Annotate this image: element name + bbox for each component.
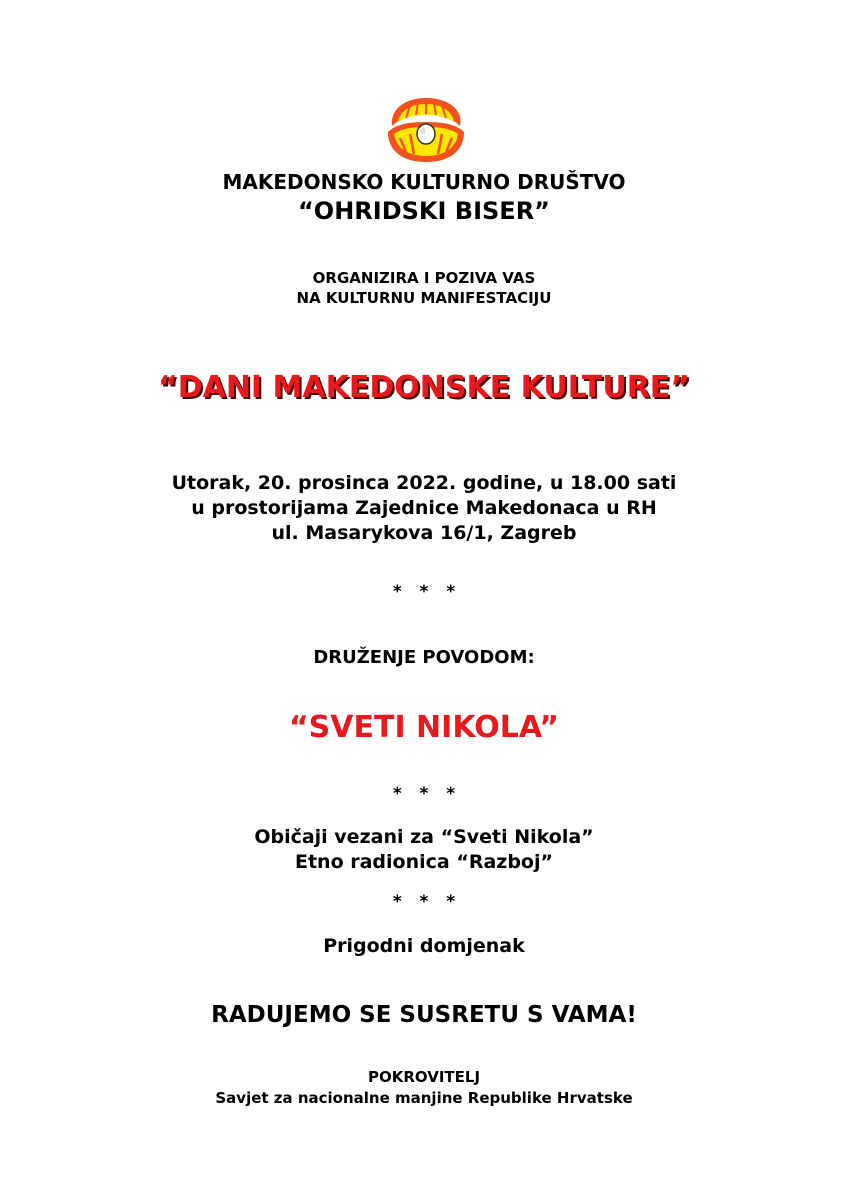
details-line1: Utorak, 20. prosinca 2022. godine, u 18.00 sati [171,472,677,494]
organization-name-line2: “OHRIDSKI BISER” [298,197,550,225]
oyster-shell-pearl-logo-icon [386,96,466,164]
organization-name-line1: MAKEDONSKO KULTURNO DRUŠTVO [222,170,626,194]
separator: * * * [392,784,456,804]
closing-message: RADUJEMO SE SUSRETU S VAMA! [211,1002,637,1028]
program-line2: Etno radionica “Razboj” [294,851,553,873]
program-line1: Običaji vezani za “Sveti Nikola” [254,826,594,848]
reception-text: Prigodni domjenak [323,935,525,957]
separator: * * * [392,582,456,602]
invitation-line1: ORGANIZIRA I POZIVA VAS [312,269,536,287]
details-line2: u prostorijama Zajednice Makedonaca u RH [191,497,657,519]
patron-label: POKROVITELJ [367,1068,481,1086]
gathering-label: DRUŽENJE POVODOM: [313,647,535,668]
invitation-line2: NA KULTURNU MANIFESTACIJU [296,289,552,307]
separator: * * * [392,892,456,912]
details-line3: ul. Masarykova 16/1, Zagreb [271,522,577,544]
event-title: “DANI MAKEDONSKE KULTURE” [157,370,691,405]
occasion-title: “SVETI NIKOLA” [288,710,560,745]
patron-name: Savjet za nacionalne manjine Republike Hrvatske [215,1089,633,1107]
